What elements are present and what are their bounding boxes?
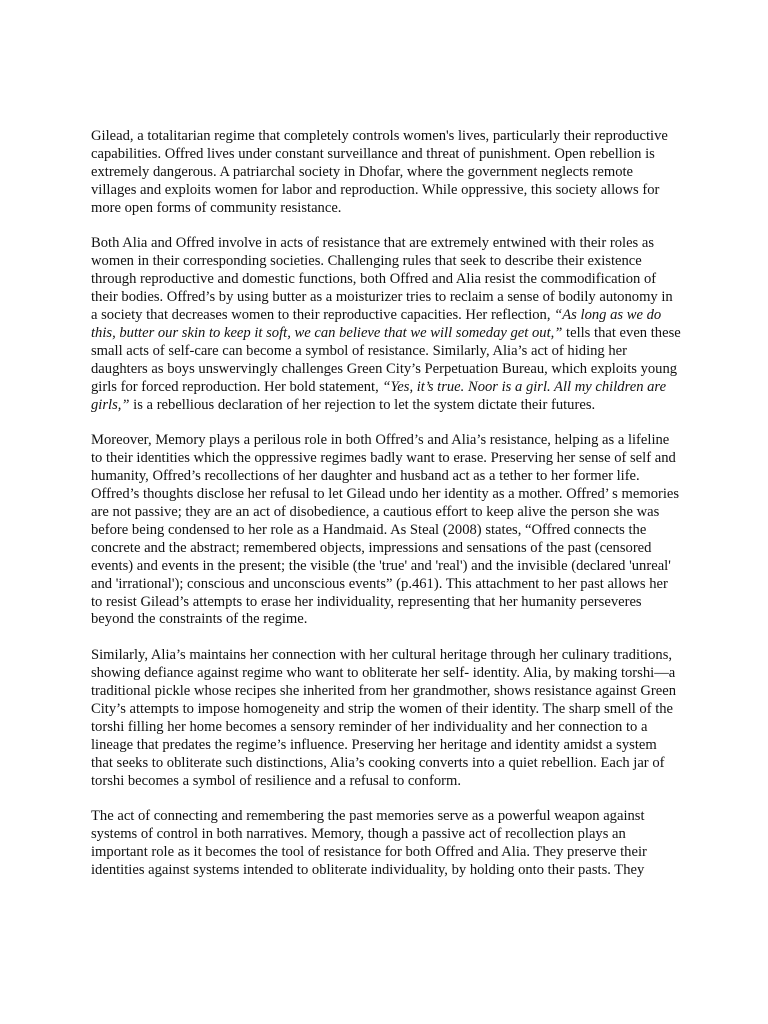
paragraph-text: Moreover, Memory plays a perilous role in both Offred’s and Alia’s resistance, helping as a lifeline to their identities which the oppressive regimes badly want to erase. Preserving her sense of self and humanity, Offred’s recollections of her daughter and husband act as a tether to her former life. Offred’s thoughts disclose her refusal to let Gilead undo her identity as a mother. Offred’ s memories are not passive; they are an act of disobedience, a cautious effort to keep alive the person she was before being condensed to her role as a Handmaid. As Steal (2008) states, “Offred connects the concrete and the abstract; remembered objects, impressions and sensations of the past (censored events) and events in the present; the visible (the 'true' and 'real') and the invisible (declared 'unreal' and 'irrational'); conscious and unconscious events” (p.461). This attachment to her past allows her to resist Gilead’s attempts to erase her individuality, representing that her humanity perseveres beyond the constraints of the regime. [91, 432, 680, 628]
paragraph-settings [91, 128, 681, 218]
paragraph-conclusion [91, 808, 681, 880]
document-body [91, 128, 681, 898]
paragraph-text: tells that even these small acts of self-care can become a symbol of resistance. Similarly, Alia’s act of hiding her daughters as boys unswervingly challenges Green City’s Perpetuation Bureau, which exploits young girls for forced reproduction. Her bold statement, [91, 324, 681, 395]
paragraph-text: Gilead, a totalitarian regime that completely controls women's lives, particularly their reproductive capabilities. Offred lives under constant surveillance and threat of punishment. Open rebellion is extremely dangerous. A patriarchal society in Dhofar, where the government neglects remote villages and exploits women for labor and reproduction. While oppressive, this society allows for more open forms of community resistance. [91, 128, 668, 216]
paragraph-text: The act of connecting and remembering the past memories serve as a powerful weapon against systems of control in both narratives. Memory, though a passive act of recollection plays an important role as it becomes the tool of resistance for both Offred and Alia. They preserve their identities against systems intended to obliterate individuality, by holding onto their pasts. They [91, 808, 647, 879]
paragraph-text: is a rebellious declaration of her rejection to let the system dictate their futures. [129, 396, 596, 413]
quote-noor: “Yes, it’s true. Noor is a girl. All my children are girls,” [91, 378, 667, 413]
paragraph-text: Similarly, Alia’s maintains her connection with her cultural heritage through her culinary traditions, showing defiance against regime who want to obliterate her self- identity. Alia, by making torshi—a traditional pickle whose recipes she inherited from her grandmother, shows resistance against Green City’s attempts to impose homogeneity and strip the women of their identity. The sharp smell of the torshi filling her home becomes a sensory reminder of her individuality and her connection to a lineage that predates the regime’s influence. Preserving her heritage and identity amidst a system that seeks to obliterate such distinctions, Alia’s cooking converts into a quiet rebellion. Each jar of torshi becomes a symbol of resilience and a refusal to conform. [91, 647, 676, 789]
paragraph-culinary [91, 647, 681, 790]
paragraph-text: Both Alia and Offred involve in acts of resistance that are extremely entwined with their roles as women in their corresponding societies. Challenging rules that seek to describe their existence through reproductive and domestic functions, both Offred and Alia resist the commodification of their bodies. Offred’s by using butter as a moisturizer tries to reclaim a sense of bodily autonomy in a society that decreases women to their reproductive capacities. Her reflection, [91, 235, 673, 324]
paragraph-resistance-roles [91, 235, 681, 414]
paragraph-memory [91, 432, 681, 629]
quote-butter: “As long as we do this, butter our skin to keep it soft, we can believe that we will someday get out,” [91, 307, 662, 341]
